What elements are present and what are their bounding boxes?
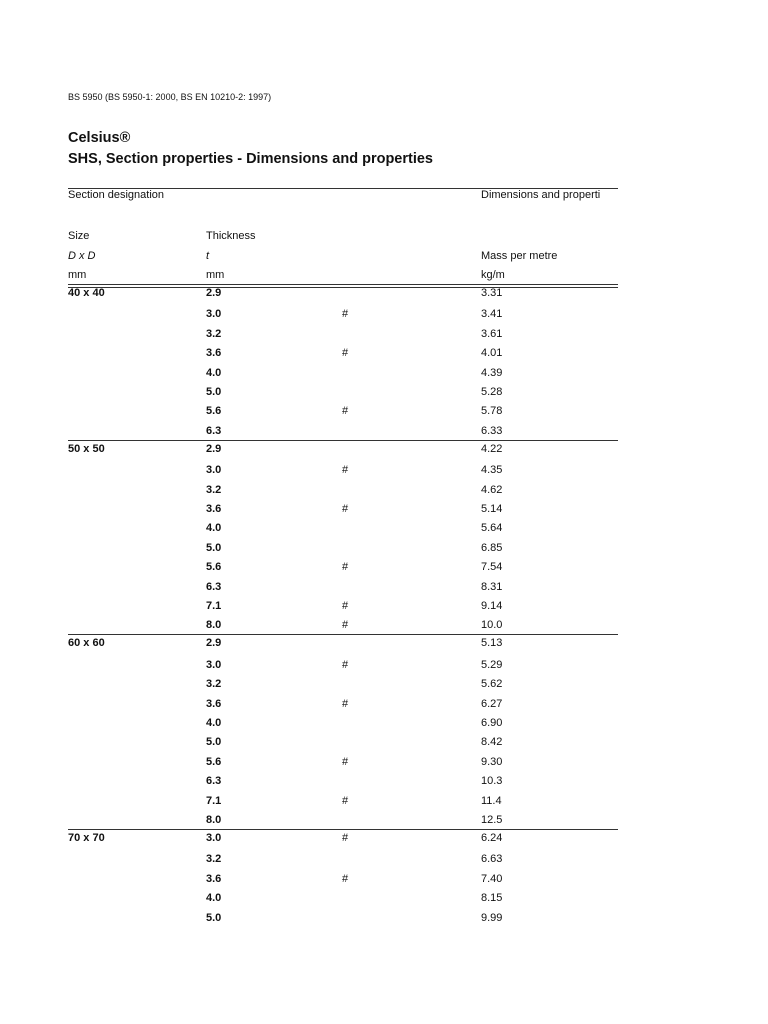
- row-mass: 7.54: [481, 561, 503, 574]
- row-thickness: 3.0: [206, 832, 222, 844]
- row-thickness: 4.0: [206, 366, 222, 379]
- row-mass: 4.35: [481, 464, 503, 477]
- row-mass: 8.31: [481, 580, 503, 593]
- header-dimensions-and-properties: Dimensions and properti: [481, 189, 601, 201]
- row-thickness: 5.0: [206, 911, 222, 924]
- row-thickness: 3.6: [206, 872, 222, 885]
- header-thickness-symbol: t: [206, 250, 210, 262]
- row-thickness: 7.1: [206, 794, 222, 807]
- row-mark: #: [342, 755, 349, 768]
- header-size: Size: [68, 230, 90, 242]
- row-mass: 4.62: [481, 483, 503, 496]
- row-mass: 4.01: [481, 347, 503, 360]
- row-mass: 9.14: [481, 600, 503, 612]
- row-mark: #: [342, 794, 349, 807]
- row-mass: 4.22: [481, 442, 503, 455]
- table-title: SHS, Section properties - Dimensions and properties: [68, 151, 433, 167]
- header-mass-unit: kg/m: [481, 269, 505, 281]
- row-mass: 5.62: [481, 678, 503, 691]
- row-mark: #: [342, 561, 349, 574]
- row-thickness: 3.0: [206, 464, 222, 477]
- header-thickness: Thickness: [206, 230, 256, 242]
- header-bottom-rule: [68, 284, 618, 288]
- row-mass: 8.15: [481, 892, 503, 905]
- row-mass: 3.31: [481, 287, 503, 299]
- row-mass: 3.41: [481, 308, 503, 321]
- row-thickness: 2.9: [206, 287, 222, 299]
- row-mass: 5.78: [481, 405, 503, 418]
- row-thickness: 8.0: [206, 814, 222, 826]
- row-thickness: 5.0: [206, 386, 222, 398]
- row-mark: #: [342, 832, 349, 844]
- row-thickness: 3.2: [206, 678, 222, 691]
- row-size: 50 x 50: [68, 442, 105, 455]
- row-mark: #: [342, 697, 349, 710]
- row-mark: #: [342, 308, 349, 321]
- row-thickness: 5.6: [206, 405, 222, 418]
- row-mass: 6.24: [481, 832, 503, 844]
- row-mass: 6.63: [481, 853, 503, 866]
- row-thickness: 6.3: [206, 424, 222, 437]
- standard-reference: BS 5950 (BS 5950-1: 2000, BS EN 10210-2: 1997): [68, 92, 272, 102]
- group-divider: [68, 440, 618, 441]
- row-thickness: 5.6: [206, 561, 222, 574]
- row-mass: 8.42: [481, 736, 503, 749]
- product-title: Celsius®: [68, 130, 131, 146]
- row-mass: 10.0: [481, 619, 503, 632]
- row-thickness: 3.2: [206, 853, 222, 866]
- row-mass: 4.39: [481, 366, 503, 379]
- row-thickness: 4.0: [206, 892, 222, 905]
- row-thickness: 7.1: [206, 600, 222, 612]
- row-mark: #: [342, 658, 349, 671]
- row-mark: #: [342, 619, 349, 632]
- row-thickness: 5.0: [206, 736, 222, 749]
- header-mass-per-metre: Mass per metre: [481, 250, 558, 262]
- row-thickness: 6.3: [206, 580, 222, 593]
- row-mass: 6.27: [481, 697, 503, 710]
- row-thickness: 6.3: [206, 775, 222, 788]
- row-thickness: 3.6: [206, 347, 222, 360]
- row-mark: #: [342, 347, 349, 360]
- row-thickness: 8.0: [206, 619, 222, 632]
- row-mass: 5.29: [481, 658, 503, 671]
- row-mark: #: [342, 464, 349, 477]
- row-thickness: 3.2: [206, 483, 222, 496]
- header-thickness-unit: mm: [206, 269, 225, 281]
- row-mass: 9.30: [481, 755, 503, 768]
- row-mass: 10.3: [481, 775, 503, 788]
- row-mass: 6.90: [481, 717, 503, 729]
- row-size: 60 x 60: [68, 637, 105, 650]
- row-mass: 6.85: [481, 541, 503, 554]
- row-thickness: 2.9: [206, 442, 222, 455]
- row-mass: 3.61: [481, 327, 503, 340]
- row-mark: #: [342, 600, 349, 612]
- header-section-designation: Section designation: [68, 189, 165, 201]
- row-thickness: 4.0: [206, 522, 222, 535]
- row-mass: 7.40: [481, 872, 503, 885]
- header-size-unit: mm: [68, 269, 87, 281]
- row-mark: #: [342, 872, 349, 885]
- row-mark: #: [342, 503, 349, 515]
- row-thickness: 3.0: [206, 658, 222, 671]
- row-mass: 6.33: [481, 424, 503, 437]
- group-divider: [68, 829, 618, 830]
- row-thickness: 5.6: [206, 755, 222, 768]
- row-thickness: 3.6: [206, 697, 222, 710]
- row-thickness: 4.0: [206, 717, 222, 729]
- row-size: 40 x 40: [68, 287, 105, 299]
- row-thickness: 3.2: [206, 327, 222, 340]
- row-mass: 5.14: [481, 503, 503, 515]
- row-size: 70 x 70: [68, 832, 105, 844]
- row-thickness: 2.9: [206, 637, 222, 650]
- row-mark: #: [342, 405, 349, 418]
- row-mass: 9.99: [481, 911, 503, 924]
- row-thickness: 3.6: [206, 503, 222, 515]
- row-mass: 12.5: [481, 814, 503, 826]
- row-thickness: 5.0: [206, 541, 222, 554]
- header-size-symbol: D x D: [68, 250, 96, 262]
- group-divider: [68, 634, 618, 635]
- row-mass: 5.13: [481, 637, 503, 650]
- row-mass: 5.64: [481, 522, 503, 535]
- row-mass: 5.28: [481, 386, 503, 398]
- row-thickness: 3.0: [206, 308, 222, 321]
- row-mass: 11.4: [481, 794, 502, 807]
